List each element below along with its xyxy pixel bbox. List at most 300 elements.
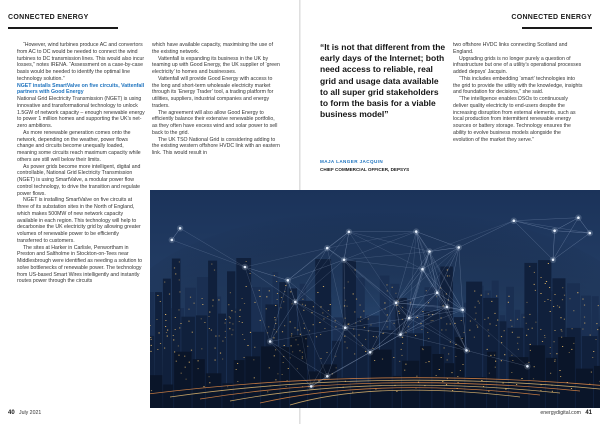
window-light bbox=[220, 353, 221, 354]
window-light bbox=[309, 330, 310, 331]
window-light bbox=[545, 283, 546, 284]
window-light bbox=[529, 314, 530, 315]
window-light bbox=[180, 323, 181, 324]
window-light bbox=[387, 315, 388, 316]
window-light bbox=[179, 262, 180, 263]
window-light bbox=[166, 332, 167, 333]
window-light bbox=[510, 320, 511, 321]
window-light bbox=[237, 363, 238, 364]
window-light bbox=[323, 286, 324, 287]
window-light bbox=[475, 319, 476, 320]
window-light bbox=[517, 319, 518, 320]
window-light bbox=[259, 290, 260, 291]
window-light bbox=[489, 373, 490, 374]
window-light bbox=[596, 323, 597, 324]
window-light bbox=[387, 327, 388, 328]
building bbox=[321, 364, 337, 408]
window-light bbox=[591, 372, 592, 373]
window-light bbox=[518, 337, 519, 338]
window-light bbox=[277, 293, 278, 294]
window-light bbox=[561, 337, 562, 338]
window-light bbox=[385, 309, 386, 310]
window-light bbox=[382, 333, 383, 334]
network-node bbox=[399, 333, 402, 336]
window-light bbox=[269, 290, 270, 291]
window-light bbox=[236, 369, 237, 370]
window-light bbox=[281, 297, 282, 298]
window-light bbox=[512, 332, 513, 333]
window-light bbox=[235, 312, 236, 313]
window-light bbox=[222, 341, 223, 342]
window-light bbox=[569, 298, 570, 299]
window-light bbox=[164, 282, 165, 283]
window-light bbox=[267, 391, 268, 392]
window-light bbox=[365, 339, 366, 340]
article-paragraph: The UK TSO National Grid is considering adding to the existing western offshore HVDC link with an eastern link. This would result in bbox=[152, 136, 280, 156]
window-light bbox=[559, 370, 560, 371]
window-light bbox=[356, 299, 357, 300]
window-light bbox=[212, 306, 213, 307]
building bbox=[174, 352, 191, 408]
window-light bbox=[526, 302, 527, 303]
window-light bbox=[274, 317, 275, 318]
window-light bbox=[487, 349, 488, 350]
window-light bbox=[572, 328, 573, 329]
window-light bbox=[577, 292, 578, 293]
window-light bbox=[396, 391, 397, 392]
window-light bbox=[497, 320, 498, 321]
window-light bbox=[231, 334, 232, 335]
window-light bbox=[534, 284, 535, 285]
window-light bbox=[552, 391, 553, 392]
article-paragraph: NGET is installing SmartValve on five circuits at three of its substation sites in the North of England, which makes 500MW of new network capacity available in each region. This technology will help to decarbonise the UK electricity grid by allowing greater volumes of renewable power to be efficiently transferred to customers. bbox=[17, 197, 141, 244]
window-light bbox=[185, 367, 186, 368]
network-node bbox=[287, 279, 290, 282]
window-light bbox=[175, 329, 176, 330]
window-light bbox=[534, 272, 535, 273]
building bbox=[371, 350, 392, 408]
window-light bbox=[214, 270, 215, 271]
window-light bbox=[564, 295, 565, 296]
window-light bbox=[323, 319, 324, 320]
window-light bbox=[384, 303, 385, 304]
window-light bbox=[560, 317, 561, 318]
window-light bbox=[320, 358, 321, 359]
window-light bbox=[283, 362, 284, 363]
window-light bbox=[198, 360, 199, 361]
window-light bbox=[225, 319, 226, 320]
window-light bbox=[191, 350, 192, 351]
window-light bbox=[526, 335, 527, 336]
window-light bbox=[305, 338, 306, 339]
page-number-right: 41 bbox=[585, 410, 592, 416]
section-rule-left bbox=[8, 27, 118, 29]
window-light bbox=[542, 341, 543, 342]
window-light bbox=[290, 357, 291, 358]
folio-left bbox=[8, 409, 41, 417]
window-light bbox=[305, 305, 306, 306]
window-light bbox=[159, 333, 160, 334]
window-light bbox=[517, 343, 518, 344]
window-light bbox=[228, 304, 229, 305]
article-paragraph: two offshore HVDC links connecting Scotland and England. bbox=[453, 42, 568, 55]
article-paragraph: which have available capacity, maximising the use of the existing network. bbox=[152, 42, 274, 55]
window-light bbox=[428, 338, 429, 339]
window-light bbox=[300, 334, 301, 335]
building bbox=[150, 375, 162, 408]
window-light bbox=[269, 367, 270, 368]
window-light bbox=[291, 336, 292, 337]
window-light bbox=[178, 355, 179, 356]
window-light bbox=[441, 330, 442, 331]
window-light bbox=[475, 313, 476, 314]
window-light bbox=[573, 343, 574, 344]
building bbox=[261, 346, 279, 408]
window-light bbox=[518, 349, 519, 350]
window-light bbox=[173, 340, 174, 341]
window-light bbox=[598, 305, 599, 306]
window-light bbox=[358, 335, 359, 336]
window-light bbox=[571, 388, 572, 389]
network-node bbox=[343, 259, 346, 262]
window-light bbox=[360, 321, 361, 322]
window-light bbox=[297, 368, 298, 369]
window-light bbox=[188, 309, 189, 310]
window-light bbox=[239, 321, 240, 322]
window-light bbox=[274, 355, 275, 356]
window-light bbox=[462, 364, 463, 365]
window-light bbox=[150, 325, 151, 326]
network-node bbox=[408, 317, 411, 320]
window-light bbox=[457, 376, 458, 377]
network-node bbox=[348, 231, 351, 234]
window-light bbox=[526, 323, 527, 324]
window-light bbox=[595, 339, 596, 340]
window-light bbox=[231, 310, 232, 311]
window-light bbox=[553, 306, 554, 307]
window-light bbox=[277, 299, 278, 300]
article-column-3 bbox=[453, 42, 583, 192]
building bbox=[497, 380, 508, 408]
window-light bbox=[592, 357, 593, 358]
window-light bbox=[463, 332, 464, 333]
window-light bbox=[330, 304, 331, 305]
network-node bbox=[369, 351, 372, 354]
building bbox=[432, 354, 443, 408]
window-light bbox=[504, 354, 505, 355]
window-light bbox=[427, 332, 428, 333]
window-light bbox=[530, 344, 531, 345]
window-light bbox=[186, 379, 187, 380]
window-light bbox=[561, 329, 562, 330]
building bbox=[393, 376, 401, 408]
window-light bbox=[422, 348, 423, 349]
window-light bbox=[405, 364, 406, 365]
window-light bbox=[244, 303, 245, 304]
window-light bbox=[173, 335, 174, 336]
window-light bbox=[160, 301, 161, 302]
window-light bbox=[324, 328, 325, 329]
window-light bbox=[425, 362, 426, 363]
window-light bbox=[344, 342, 345, 343]
window-light bbox=[549, 287, 550, 288]
window-light bbox=[151, 345, 152, 346]
window-light bbox=[188, 321, 189, 322]
network-node bbox=[458, 246, 461, 249]
window-light bbox=[584, 305, 585, 306]
window-light bbox=[501, 360, 502, 361]
building bbox=[245, 356, 260, 408]
window-light bbox=[203, 386, 204, 387]
window-light bbox=[573, 310, 574, 311]
window-light bbox=[534, 366, 535, 367]
window-light bbox=[512, 360, 513, 361]
window-light bbox=[582, 299, 583, 300]
window-light bbox=[167, 330, 168, 331]
window-light bbox=[535, 290, 536, 291]
window-light bbox=[320, 334, 321, 335]
window-light bbox=[194, 303, 195, 304]
window-light bbox=[386, 285, 387, 286]
network-node bbox=[589, 232, 592, 235]
window-light bbox=[474, 291, 475, 292]
window-light bbox=[247, 345, 248, 346]
window-light bbox=[302, 356, 303, 357]
window-light bbox=[276, 281, 277, 282]
window-light bbox=[189, 362, 190, 363]
network-node bbox=[553, 229, 556, 232]
window-light bbox=[254, 347, 255, 348]
window-light bbox=[368, 319, 369, 320]
window-light bbox=[282, 331, 283, 332]
building bbox=[193, 359, 205, 408]
window-light bbox=[246, 286, 247, 287]
window-light bbox=[370, 325, 371, 326]
window-light bbox=[582, 329, 583, 330]
window-light bbox=[495, 367, 496, 368]
window-light bbox=[291, 303, 292, 304]
window-light bbox=[455, 356, 456, 357]
section-label-left: CONNECTED ENERGY bbox=[8, 14, 89, 21]
window-light bbox=[550, 311, 551, 312]
window-light bbox=[399, 361, 400, 362]
window-light bbox=[179, 292, 180, 293]
window-light bbox=[360, 305, 361, 306]
window-light bbox=[150, 351, 151, 352]
window-light bbox=[169, 294, 170, 295]
building bbox=[290, 335, 307, 408]
window-light bbox=[392, 287, 393, 288]
window-light bbox=[160, 343, 161, 344]
window-light bbox=[503, 383, 504, 384]
window-light bbox=[198, 368, 199, 369]
article-paragraph: Vattenfall will provide Good Energy with access to the long and short-term wholesale electricity market through its ‘Energy Trader’ tool, a trading platform for utilities, suppliers, industrial companies and energy traders. bbox=[152, 75, 274, 109]
window-light bbox=[494, 313, 495, 314]
window-light bbox=[496, 296, 497, 297]
window-light bbox=[365, 351, 366, 352]
window-light bbox=[192, 332, 193, 333]
network-node bbox=[465, 349, 468, 352]
window-light bbox=[449, 276, 450, 277]
window-light bbox=[478, 301, 479, 302]
window-light bbox=[284, 325, 285, 326]
window-light bbox=[335, 356, 336, 357]
window-light bbox=[554, 361, 555, 362]
network-node bbox=[526, 365, 529, 368]
window-light bbox=[451, 372, 452, 373]
window-light bbox=[319, 322, 320, 323]
window-light bbox=[597, 329, 598, 330]
window-light bbox=[363, 311, 364, 312]
network-node bbox=[552, 259, 555, 262]
website: energydigital.com bbox=[540, 410, 581, 416]
window-light bbox=[174, 268, 175, 269]
window-light bbox=[290, 291, 291, 292]
window-light bbox=[298, 344, 299, 345]
window-light bbox=[560, 376, 561, 377]
network-node bbox=[446, 306, 449, 309]
window-light bbox=[393, 357, 394, 358]
window-light bbox=[488, 318, 489, 319]
pull-quote: “It is not that different from the early days of the Internet; both need access to reliable, real grid and usage data available to all super grid stakeholders to form the basis for a viable business model” bbox=[320, 42, 446, 120]
network-node bbox=[269, 340, 272, 343]
window-light bbox=[240, 310, 241, 311]
window-light bbox=[557, 305, 558, 306]
network-node bbox=[461, 309, 464, 312]
window-light bbox=[511, 326, 512, 327]
window-light bbox=[302, 358, 303, 359]
window-light bbox=[404, 370, 405, 371]
window-light bbox=[225, 331, 226, 332]
network-node bbox=[294, 301, 297, 304]
window-light bbox=[302, 299, 303, 300]
window-light bbox=[209, 376, 210, 377]
window-light bbox=[559, 307, 560, 308]
window-light bbox=[481, 380, 482, 381]
window-light bbox=[307, 346, 308, 347]
issue-date: July 2021 bbox=[19, 410, 42, 416]
window-light bbox=[352, 392, 353, 393]
window-light bbox=[444, 348, 445, 349]
network-node bbox=[310, 385, 313, 388]
window-light bbox=[476, 325, 477, 326]
window-light bbox=[253, 359, 254, 360]
window-light bbox=[244, 357, 245, 358]
window-light bbox=[275, 379, 276, 380]
window-light bbox=[230, 292, 231, 293]
window-light bbox=[550, 300, 551, 301]
window-light bbox=[416, 376, 417, 377]
window-light bbox=[150, 337, 151, 338]
building bbox=[420, 346, 431, 408]
window-light bbox=[550, 347, 551, 348]
network-node bbox=[395, 302, 398, 305]
window-light bbox=[201, 348, 202, 349]
window-light bbox=[178, 310, 179, 311]
article-subhead: NGET installs SmartValve on five circuits, Vattenfall partners with Good Energy bbox=[17, 82, 145, 96]
window-light bbox=[229, 322, 230, 323]
window-light bbox=[225, 337, 226, 338]
window-light bbox=[290, 321, 291, 322]
window-light bbox=[399, 313, 400, 314]
window-light bbox=[254, 377, 255, 378]
building bbox=[338, 378, 350, 408]
window-light bbox=[211, 264, 212, 265]
network-node bbox=[171, 239, 174, 242]
window-light bbox=[204, 322, 205, 323]
window-light bbox=[446, 324, 447, 325]
window-light bbox=[488, 330, 489, 331]
city-skyline-illustration bbox=[150, 190, 600, 408]
window-light bbox=[240, 309, 241, 310]
window-light bbox=[461, 320, 462, 321]
window-light bbox=[202, 304, 203, 305]
window-light bbox=[178, 346, 179, 347]
window-light bbox=[508, 302, 509, 303]
window-light bbox=[157, 349, 158, 350]
window-light bbox=[401, 355, 402, 356]
window-light bbox=[494, 355, 495, 356]
window-light bbox=[540, 293, 541, 294]
window-light bbox=[165, 320, 166, 321]
window-light bbox=[554, 341, 555, 342]
window-light bbox=[347, 348, 348, 349]
city-network-photo bbox=[150, 190, 600, 408]
window-light bbox=[544, 335, 545, 336]
window-light bbox=[475, 307, 476, 308]
building bbox=[530, 345, 545, 408]
network-node bbox=[179, 227, 182, 230]
window-light bbox=[242, 322, 243, 323]
article-paragraph: “This includes embedding ‘smart’ technologies into the grid to provide the utility with the knowledge, insights and foundation for decisions,” she said. bbox=[453, 75, 583, 96]
window-light bbox=[436, 375, 437, 376]
window-light bbox=[395, 293, 396, 294]
window-light bbox=[287, 380, 288, 381]
window-light bbox=[302, 304, 303, 305]
window-light bbox=[353, 294, 354, 295]
window-light bbox=[569, 352, 570, 353]
window-light bbox=[277, 373, 278, 374]
window-light bbox=[260, 320, 261, 321]
window-light bbox=[284, 345, 285, 346]
window-light bbox=[548, 263, 549, 264]
window-light bbox=[232, 324, 233, 325]
window-light bbox=[229, 328, 230, 329]
window-light bbox=[521, 378, 522, 379]
window-light bbox=[326, 352, 327, 353]
window-light bbox=[529, 266, 530, 267]
window-light bbox=[469, 330, 470, 331]
window-light bbox=[450, 324, 451, 325]
window-light bbox=[275, 319, 276, 320]
window-light bbox=[275, 305, 276, 306]
network-node bbox=[326, 375, 329, 378]
article-paragraph: “However, wind turbines produce AC and convertors from AC to DC would be needed to connect the wind turbines to DC transmission lines. This would also incur losses,” notes IRENA. “Assessment on a case-by-case basis would be needed to identify the optimal line technology solution.” bbox=[17, 42, 145, 82]
window-light bbox=[157, 295, 158, 296]
window-light bbox=[335, 326, 336, 327]
window-light bbox=[184, 356, 185, 357]
window-light bbox=[504, 330, 505, 331]
window-light bbox=[460, 370, 461, 371]
window-light bbox=[373, 336, 374, 337]
article-paragraph: As power grids become more intelligent, digital and controllable, National Grid Electricity Transmission (NGET) is using SmartValve, a modular power flow control technology, to drive the transition and regulate power flows. bbox=[17, 163, 141, 197]
window-light bbox=[523, 317, 524, 318]
window-light bbox=[322, 313, 323, 314]
article-paragraph: As more renewable generation comes onto the network, depending on the weather, power flows change and circuits become unequally loaded, meaning some circuits reach maximum capacity while others are still well below their limits. bbox=[17, 129, 141, 163]
quote-attribution-name: MAJA LANGER JACQUIN bbox=[320, 159, 384, 164]
window-light bbox=[297, 330, 298, 331]
window-light bbox=[447, 276, 448, 277]
